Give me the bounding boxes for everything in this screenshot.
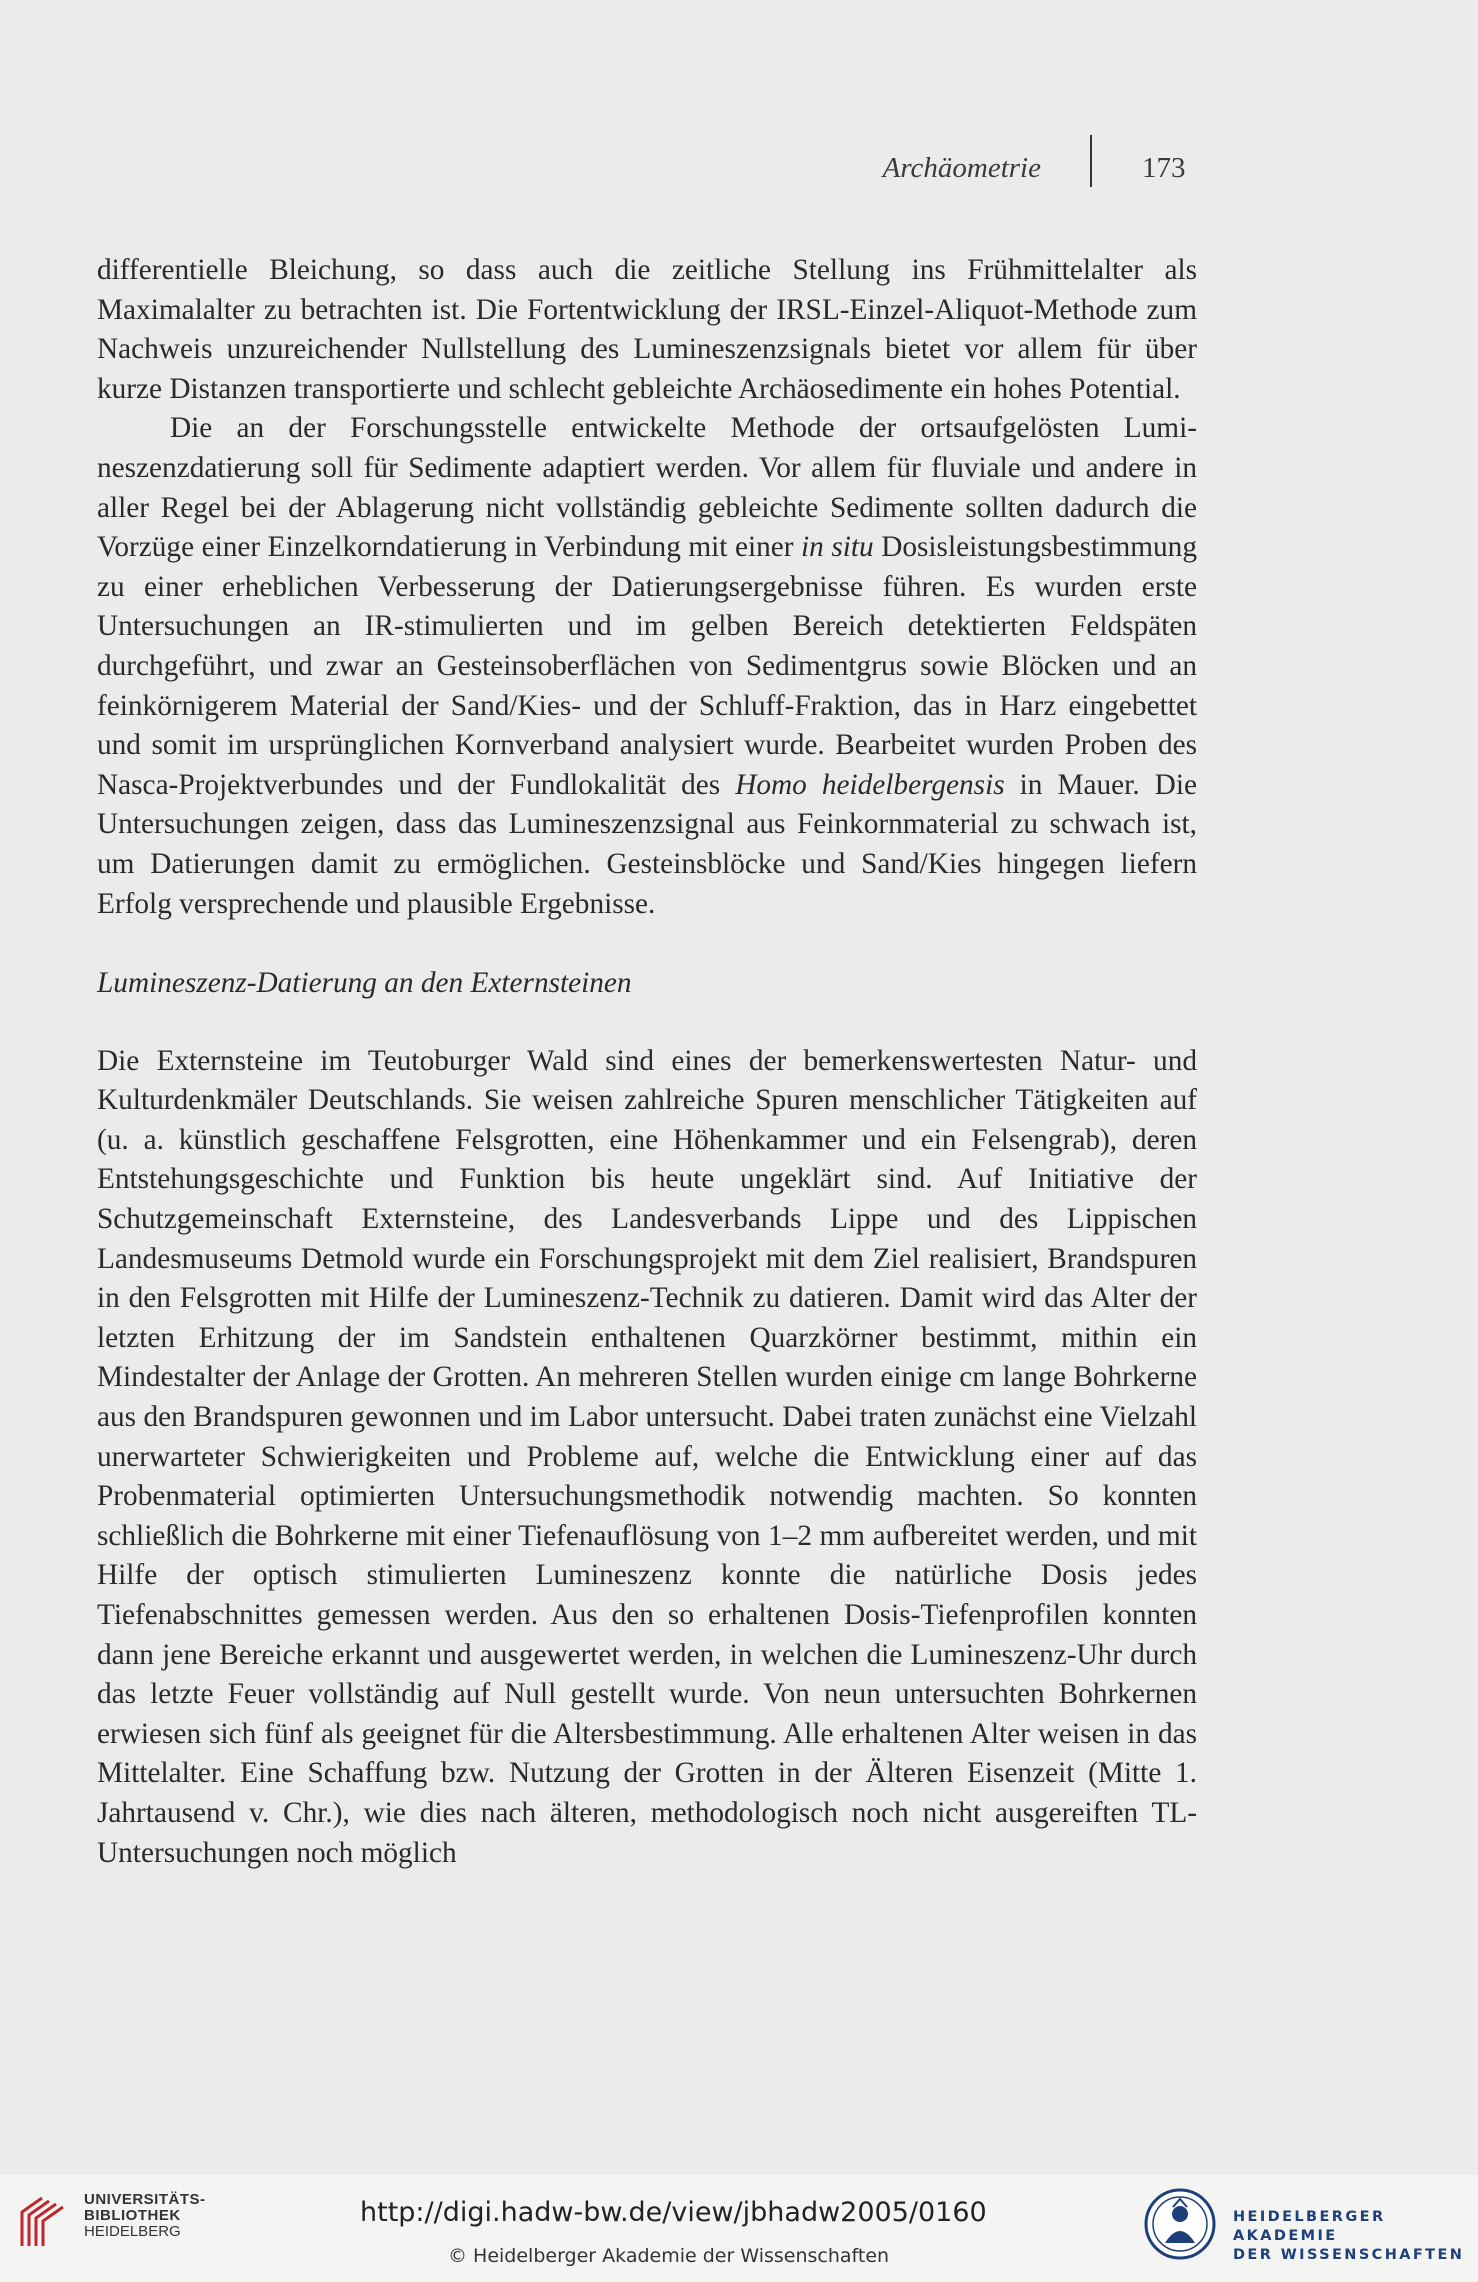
header-divider — [1090, 135, 1092, 187]
running-title: Archäometrie — [882, 152, 1041, 184]
paragraph-2-part-c: in Mauer. Die Untersuchungen zeigen, dass das Lumineszenzsignal aus Feinkornmaterial zu schwach ist, um Datierungen damit zu ermöglichen. Gesteinsblöcke und Sand/Kies hingegen liefern Erfolg versprechende und plausible Ergebnisse. — [97, 768, 1197, 920]
paragraph-2-part-a: Die an der Forschungsstelle entwickelte Methode der ortsaufgelösten Lumineszenzdatierung soll für Sedimente adaptiert werden. Vor allem für fluviale und andere in aller Regel bei der Ablagerung nicht vollständig gebleichte Sedimente sollten dadurch die Vorzüge einer Einzelkorndatierung in Verbindung mit einer — [97, 412, 1197, 564]
homo-heidelbergensis-term: Homo heidelbergensis — [735, 768, 1005, 801]
paragraph-2 — [97, 409, 1197, 924]
page-number: 173 — [1142, 152, 1186, 184]
paragraph-3: Die Externsteine im Teutoburger Wald sind eines der bemerkenswertesten Natur- und Kulturdenkmäler Deutschlands. Sie weisen zahlreiche Spuren menschlicher Tätigkeiten auf (u. a. künstlich geschaffene Felsgrotten, eine Höhenkammer und ein Felsengrab), deren Entstehungsgeschichte und Funktion bis heute ungeklärt sind. Auf Initiative der Schutzgemeinschaft Externsteine, des Landesverbands Lippe und des Lippischen Landesmuseums Detmold wurde ein Forschungsprojekt mit dem Ziel realisiert, Brandspuren in den Felsgrotten mit Hilfe der Lumineszenz-Technik zu datieren. Damit wird das Alter der letzten Erhitzung der im Sandstein enthaltenen Quarzkörner bestimmt, mithin ein Mindestalter der Anlage der Grotten. An mehreren Stellen wurden einige cm lange Bohrkerne aus den Brandspuren gewonnen und im Labor untersucht. Dabei traten zunächst eine Vielzahl unerwarteter Schwierigkeiten und Probleme auf, welche die Entwicklung einer auf das Probenmaterial optimierten Untersuchungsmethodik notwendig machten. So konnten schließlich die Bohrkerne mit einer Tiefenauflösung von 1–2 mm aufbereitet werden, und mit Hilfe der optisch stimulierten Lumineszenz konnte die natürliche Dosis jedes Tiefenabschnittes gemessen werden. Aus den so erhaltenen Dosis-Tiefenprofilen konnten dann jene Bereiche erkannt und ausgewertet werden, in welchen die Lumineszenz-Uhr durch das letzte Feuer vollständig auf Null gestellt wurde. Von neun untersuchten Bohrkernen erwiesen sich fünf als geeignet für die Altersbestimmung. Alle erhaltenen Alter weisen in das Mittelalter. Eine Schaffung bzw. Nutzung der Grotten in der Älteren Eisenzeit (Mitte 1. Jahrtausend v. Chr.), wie dies nach älteren, methodologisch noch nicht ausgereiften TL-Untersuchungen noch möglich — [97, 1044, 1197, 1869]
copyright-notice: © Heidelberger Akademie der Wissenschaften — [448, 2245, 890, 2267]
digitization-footer — [0, 2175, 1478, 2282]
academy-name: HEIDELBERGER AKADEMIE DER WISSENSCHAFTEN — [1233, 2209, 1465, 2263]
paragraph-2-part-b: Dosisleistungsbestimmung zu einer erheblichen Verbesserung der Datierungsergebnisse führen. Es wurden erste Untersuchungen an IR-stimulierten und im gelben Bereich detektierten Feldspäten durchgeführt, und zwar an Gesteinsoberflächen von Sedimentgrus sowie Blöcken und an feinkörnigerem Material der Sand/Kies- und der Schluff-Fraktion, das in Harz eingebettet und somit im ursprünglichen Kornverband analysiert wurde. Bearbeitet wurden Proben des Nasca-Projektverbundes und der Fundlokalität des — [97, 531, 1197, 801]
section-heading: Lumineszenz-Datierung an den Externsteinen — [97, 967, 632, 1000]
running-head — [0, 150, 1478, 190]
paragraph-1: differentielle Bleichung, so dass auch die zeitliche Stellung ins Frühmittelalter als Maximalalter zu betrachten ist. Die Fortentwicklung der IRSL-Einzel-Aliquot-Methode zum Nachweis unzureichender Nullstellung des Lumineszenzsignals bietet vor allem für über kurze Distanzen transportierte und schlecht gebleichte Archäosedimente ein hohes Potential. — [97, 254, 1197, 405]
body-text — [97, 251, 1197, 1873]
university-library-name: UNIVERSITÄTS- BIBLIOTHEK HEIDELBERG — [84, 2191, 206, 2240]
in-situ-term: in situ — [801, 531, 874, 564]
academy-seal-icon — [1143, 2187, 1217, 2261]
permalink-url[interactable]: http://digi.hadw-bw.de/view/jbhadw2005/0160 — [360, 2197, 987, 2228]
university-library-logo-icon — [16, 2190, 72, 2254]
